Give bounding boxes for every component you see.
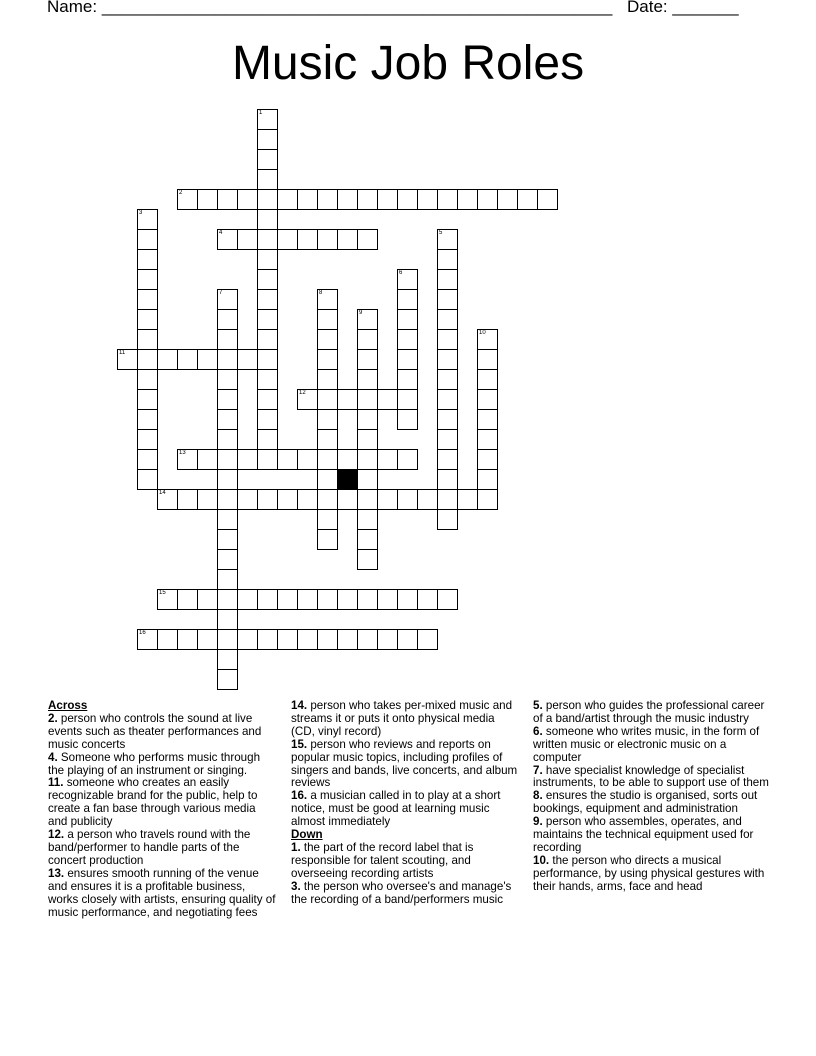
grid-cell[interactable]: [437, 389, 458, 410]
grid-cell[interactable]: [217, 329, 238, 350]
clue-number-label: 4.: [48, 750, 58, 764]
grid-cell[interactable]: [297, 589, 318, 610]
grid-cell[interactable]: [317, 529, 338, 550]
grid-cell[interactable]: [437, 469, 458, 490]
grid-cell[interactable]: [477, 369, 498, 390]
down-clue: [533, 855, 769, 894]
clue-number: 9: [359, 310, 363, 316]
grid-cell[interactable]: [417, 589, 438, 610]
grid-cell[interactable]: [217, 569, 238, 590]
grid-cell[interactable]: [237, 189, 258, 210]
grid-cell[interactable]: [317, 289, 338, 310]
clue-heading: Across: [48, 699, 88, 712]
grid-cell[interactable]: [217, 489, 238, 510]
clue-text: person who guides the professional career of a band/artist through the music industry: [533, 699, 765, 725]
grid-cell[interactable]: [317, 449, 338, 470]
grid-cell[interactable]: [337, 229, 358, 250]
grid-cell[interactable]: [257, 269, 278, 290]
grid-cell[interactable]: [317, 509, 338, 530]
clue-number-label: 2.: [48, 711, 58, 725]
grid-cell[interactable]: [217, 609, 238, 630]
grid-cell[interactable]: [397, 329, 418, 350]
grid-cell[interactable]: [477, 189, 498, 210]
grid-cell[interactable]: [257, 229, 278, 250]
grid-cell[interactable]: [137, 629, 158, 650]
grid-cell[interactable]: [357, 469, 378, 490]
down-clue: [533, 726, 769, 765]
clue-number: 8: [319, 290, 323, 296]
grid-cell[interactable]: [137, 349, 158, 370]
grid-cell[interactable]: [317, 629, 338, 650]
grid-cell[interactable]: [397, 589, 418, 610]
grid-cell[interactable]: [277, 489, 298, 510]
grid-cell[interactable]: [437, 309, 458, 330]
grid-cell[interactable]: [297, 389, 318, 410]
clue-number-label: 5.: [533, 699, 543, 712]
across-clue: [291, 700, 521, 739]
grid-cell[interactable]: [357, 309, 378, 330]
grid-cell[interactable]: [117, 349, 138, 370]
grid-cell[interactable]: [257, 389, 278, 410]
grid-cell[interactable]: [357, 529, 378, 550]
grid-cell[interactable]: [317, 329, 338, 350]
grid-cell[interactable]: [437, 229, 458, 250]
grid-cell[interactable]: [317, 469, 338, 490]
grid-cell[interactable]: [397, 489, 418, 510]
clue-number-label: 11.: [48, 776, 64, 790]
grid-cell[interactable]: [417, 489, 438, 510]
clue-number-label: 1.: [291, 840, 301, 854]
clue-number: 7: [219, 290, 223, 296]
clue-number-label: 13.: [48, 866, 65, 880]
clue-text: ensures the studio is organised, sorts out bookings, equipment and administration: [533, 789, 758, 816]
grid-cell[interactable]: [137, 329, 158, 350]
across-clue: [291, 739, 521, 791]
clue-number-label: 10.: [533, 853, 550, 867]
across-clue: [48, 868, 278, 920]
across-clue: [48, 777, 278, 829]
grid-cell[interactable]: [137, 249, 158, 270]
grid-cell[interactable]: [457, 489, 478, 510]
blocked-cell: [337, 469, 358, 490]
grid-cell[interactable]: [397, 369, 418, 390]
clue-text: the person who directs a musical performance, by using physical gestures with their hands, arms, face and head: [533, 853, 765, 893]
clue-text: ensures smooth running of the venue and ensures it is a profitable business, works closely with artists, ensuring quality of music performance, and negotiating fees: [48, 866, 276, 919]
grid-cell[interactable]: [217, 189, 238, 210]
grid-cell[interactable]: [397, 289, 418, 310]
grid-cell[interactable]: [257, 629, 278, 650]
grid-cell[interactable]: [357, 509, 378, 530]
grid-cell[interactable]: [317, 589, 338, 610]
grid-cell[interactable]: [137, 409, 158, 430]
clue-text: someone who creates an easily recognizable brand for the public, help to create a fan base through various media and publicity: [48, 776, 258, 829]
clue-text: person who reviews and reports on popular music topics, including profiles of singers and bands, live concerts, and album reviews: [291, 737, 518, 790]
grid-cell[interactable]: [217, 429, 238, 450]
grid-cell[interactable]: [217, 629, 238, 650]
grid-cell[interactable]: [337, 389, 358, 410]
grid-cell[interactable]: [317, 409, 338, 430]
grid-cell[interactable]: [437, 269, 458, 290]
clue-number: 1: [259, 110, 263, 116]
grid-cell[interactable]: [357, 449, 378, 470]
grid-cell[interactable]: [437, 369, 458, 390]
grid-cell[interactable]: [217, 389, 238, 410]
down-clue: [291, 881, 521, 907]
grid-cell[interactable]: [257, 489, 278, 510]
clue-text: Someone who performs music through the playing of an instrument or singing.: [48, 750, 261, 777]
grid-cell[interactable]: [317, 229, 338, 250]
down-clue: [533, 765, 769, 791]
clue-number-label: 14.: [291, 699, 308, 712]
grid-cell[interactable]: [397, 309, 418, 330]
clue-heading: Down: [291, 828, 323, 842]
grid-cell[interactable]: [137, 269, 158, 290]
grid-cell[interactable]: [237, 489, 258, 510]
grid-cell[interactable]: [257, 349, 278, 370]
grid-cell[interactable]: [217, 349, 238, 370]
grid-cell[interactable]: [357, 349, 378, 370]
clue-text: the person who oversee's and manage's the recording of a band/performers music: [291, 879, 512, 906]
grid-cell[interactable]: [217, 309, 238, 330]
name-label: Name:: [47, 0, 98, 16]
grid-cell[interactable]: [437, 509, 458, 530]
grid-cell[interactable]: [477, 429, 498, 450]
grid-cell[interactable]: [197, 449, 218, 470]
clue-number: 3: [139, 210, 143, 216]
clue-number-label: 9.: [533, 815, 543, 829]
clue-number: 15: [159, 590, 166, 596]
grid-cell[interactable]: [217, 589, 238, 610]
grid-cell[interactable]: [437, 489, 458, 510]
clue-number: 10: [479, 330, 486, 336]
grid-cell[interactable]: [297, 629, 318, 650]
clue-text: person who assembles, operates, and maintains the technical equipment used for recording: [533, 815, 754, 854]
grid-cell[interactable]: [137, 389, 158, 410]
grid-cell[interactable]: [397, 409, 418, 430]
down-clue: [533, 816, 769, 855]
grid-cell[interactable]: [257, 369, 278, 390]
grid-cell[interactable]: [217, 229, 238, 250]
grid-cell[interactable]: [217, 409, 238, 430]
grid-cell[interactable]: [257, 329, 278, 350]
grid-cell[interactable]: [237, 229, 258, 250]
grid-cell[interactable]: [137, 229, 158, 250]
grid-cell[interactable]: [477, 409, 498, 430]
grid-cell[interactable]: [257, 409, 278, 430]
grid-cell[interactable]: [477, 489, 498, 510]
clue-number: 12: [299, 390, 306, 396]
clue-number: 2: [179, 190, 183, 196]
grid-cell[interactable]: [137, 449, 158, 470]
grid-cell[interactable]: [437, 289, 458, 310]
page-title: Music Job Roles: [231, 37, 585, 90]
clue-text: a musician called in to play at a short notice, must be good at learning music almost immediately: [291, 789, 501, 829]
grid-cell[interactable]: [437, 589, 458, 610]
grid-cell[interactable]: [237, 589, 258, 610]
grid-cell[interactable]: [257, 289, 278, 310]
grid-cell[interactable]: [157, 629, 178, 650]
grid-cell[interactable]: [217, 649, 238, 670]
grid-cell[interactable]: [337, 449, 358, 470]
clue-number: 4: [219, 230, 223, 236]
across-clue: [48, 829, 278, 868]
grid-cell[interactable]: [397, 189, 418, 210]
clue-number-label: 7.: [533, 763, 543, 777]
grid-cell[interactable]: [317, 369, 338, 390]
grid-cell[interactable]: [237, 449, 258, 470]
clues-column-2: [291, 700, 521, 907]
grid-cell[interactable]: [357, 409, 378, 430]
clue-number-label: 6.: [533, 724, 543, 738]
grid-cell[interactable]: [257, 149, 278, 170]
grid-cell[interactable]: [357, 489, 378, 510]
grid-cell[interactable]: [437, 249, 458, 270]
down-clue: [533, 790, 769, 816]
grid-cell[interactable]: [277, 629, 298, 650]
grid-cell[interactable]: [317, 309, 338, 330]
grid-cell[interactable]: [217, 509, 238, 530]
grid-cell[interactable]: [277, 589, 298, 610]
grid-cell[interactable]: [357, 369, 378, 390]
grid-cell[interactable]: [397, 449, 418, 470]
grid-cell[interactable]: [137, 369, 158, 390]
grid-cell[interactable]: [437, 429, 458, 450]
clue-text: a person who travels round with the band/performer to handle parts of the concert production: [48, 828, 251, 867]
grid-cell[interactable]: [377, 629, 398, 650]
clue-number-label: 12.: [48, 828, 65, 842]
grid-cell[interactable]: [397, 389, 418, 410]
grid-cell[interactable]: [477, 389, 498, 410]
grid-cell[interactable]: [437, 449, 458, 470]
grid-cell[interactable]: [337, 489, 358, 510]
grid-cell[interactable]: [297, 229, 318, 250]
grid-cell[interactable]: [217, 529, 238, 550]
grid-cell[interactable]: [197, 489, 218, 510]
grid-cell[interactable]: [137, 429, 158, 450]
grid-cell[interactable]: [357, 549, 378, 570]
grid-cell[interactable]: [357, 229, 378, 250]
grid-cell[interactable]: [437, 409, 458, 430]
grid-cell[interactable]: [217, 669, 238, 690]
grid-cell[interactable]: [197, 629, 218, 650]
clue-number: 5: [439, 230, 443, 236]
grid-cell[interactable]: [337, 629, 358, 650]
grid-cell[interactable]: [357, 629, 378, 650]
grid-cell[interactable]: [377, 389, 398, 410]
grid-cell[interactable]: [477, 469, 498, 490]
grid-cell[interactable]: [377, 449, 398, 470]
clues-column-3: [533, 700, 769, 894]
grid-cell[interactable]: [177, 489, 198, 510]
grid-cell[interactable]: [217, 289, 238, 310]
grid-cell[interactable]: [357, 329, 378, 350]
grid-cell[interactable]: [317, 189, 338, 210]
grid-cell[interactable]: [257, 449, 278, 470]
grid-cell[interactable]: [217, 449, 238, 470]
grid-cell[interactable]: [397, 629, 418, 650]
grid-cell[interactable]: [257, 169, 278, 190]
grid-cell[interactable]: [437, 349, 458, 370]
clue-text: the part of the record label that is responsible for talent scouting, and overseeing recording artists: [291, 840, 474, 880]
grid-cell[interactable]: [197, 589, 218, 610]
grid-cell[interactable]: [177, 349, 198, 370]
grid-cell[interactable]: [377, 489, 398, 510]
date-blank[interactable]: _______: [672, 0, 739, 16]
grid-cell[interactable]: [317, 489, 338, 510]
grid-cell[interactable]: [497, 189, 518, 210]
grid-cell[interactable]: [217, 369, 238, 390]
down-clue: [533, 700, 769, 726]
grid-cell[interactable]: [477, 449, 498, 470]
grid-cell[interactable]: [157, 589, 178, 610]
clue-number: 16: [139, 630, 146, 636]
grid-cell[interactable]: [357, 429, 378, 450]
grid-cell[interactable]: [277, 449, 298, 470]
grid-cell[interactable]: [357, 189, 378, 210]
grid-cell[interactable]: [317, 389, 338, 410]
grid-cell[interactable]: [517, 189, 538, 210]
clue-number: 6: [399, 270, 403, 276]
grid-cell[interactable]: [177, 189, 198, 210]
grid-cell[interactable]: [257, 209, 278, 230]
date-label: Date:: [627, 0, 668, 16]
grid-cell[interactable]: [257, 129, 278, 150]
clue-number: 13: [179, 450, 186, 456]
clue-text: person who takes per-mixed music and streams it or puts it onto physical media (CD, vinyl record): [291, 699, 513, 738]
grid-cell[interactable]: [137, 209, 158, 230]
grid-cell[interactable]: [297, 489, 318, 510]
clues-column-1: [48, 700, 278, 919]
clue-text: person who controls the sound at live events such as theater performances and music concerts: [48, 711, 262, 751]
down-clue: [291, 842, 521, 881]
grid-cell[interactable]: [177, 629, 198, 650]
grid-cell[interactable]: [477, 329, 498, 350]
grid-cell[interactable]: [277, 229, 298, 250]
grid-cell[interactable]: [277, 189, 298, 210]
grid-cell[interactable]: [397, 269, 418, 290]
grid-cell[interactable]: [217, 469, 238, 490]
grid-cell[interactable]: [237, 349, 258, 370]
clue-text: have specialist knowledge of specialist instruments, to be able to support use of them: [533, 763, 769, 790]
grid-cell[interactable]: [197, 349, 218, 370]
grid-cell[interactable]: [317, 349, 338, 370]
grid-cell[interactable]: [377, 189, 398, 210]
clue-number-label: 3.: [291, 879, 301, 893]
grid-cell[interactable]: [417, 629, 438, 650]
grid-cell[interactable]: [537, 189, 558, 210]
name-blank[interactable]: ______________________________________________________: [101, 0, 613, 16]
grid-cell[interactable]: [237, 629, 258, 650]
grid-cell[interactable]: [157, 489, 178, 510]
grid-cell[interactable]: [437, 189, 458, 210]
grid-cell[interactable]: [257, 309, 278, 330]
grid-cell[interactable]: [337, 589, 358, 610]
clue-number: 14: [159, 490, 166, 496]
grid-cell[interactable]: [337, 189, 358, 210]
clue-number-label: 15.: [291, 737, 308, 751]
grid-cell[interactable]: [297, 449, 318, 470]
grid-cell[interactable]: [357, 589, 378, 610]
clue-number-label: 16.: [291, 789, 308, 803]
grid-cell[interactable]: [137, 289, 158, 310]
clue-text: someone who writes music, in the form of written music or electronic music on a computer: [533, 724, 760, 764]
grid-cell[interactable]: [217, 549, 238, 570]
grid-cell[interactable]: [177, 449, 198, 470]
across-clue: [48, 752, 278, 778]
grid-cell[interactable]: [437, 329, 458, 350]
grid-cell[interactable]: [257, 189, 278, 210]
grid-cell[interactable]: [257, 109, 278, 130]
across-clue: [48, 713, 278, 752]
grid-cell[interactable]: [137, 469, 158, 490]
grid-cell[interactable]: [377, 589, 398, 610]
grid-cell[interactable]: [197, 189, 218, 210]
grid-cell[interactable]: [417, 189, 438, 210]
grid-cell[interactable]: [137, 309, 158, 330]
across-clue: [291, 790, 521, 829]
grid-cell[interactable]: [297, 189, 318, 210]
grid-cell[interactable]: [257, 429, 278, 450]
grid-cell[interactable]: [257, 589, 278, 610]
grid-cell[interactable]: [317, 429, 338, 450]
grid-cell[interactable]: [397, 349, 418, 370]
clue-number-label: 8.: [533, 789, 543, 803]
grid-cell[interactable]: [157, 349, 178, 370]
grid-cell[interactable]: [177, 589, 198, 610]
grid-cell[interactable]: [477, 349, 498, 370]
grid-cell[interactable]: [357, 389, 378, 410]
grid-cell[interactable]: [257, 249, 278, 270]
clue-number: 11: [119, 350, 126, 356]
grid-cell[interactable]: [457, 189, 478, 210]
